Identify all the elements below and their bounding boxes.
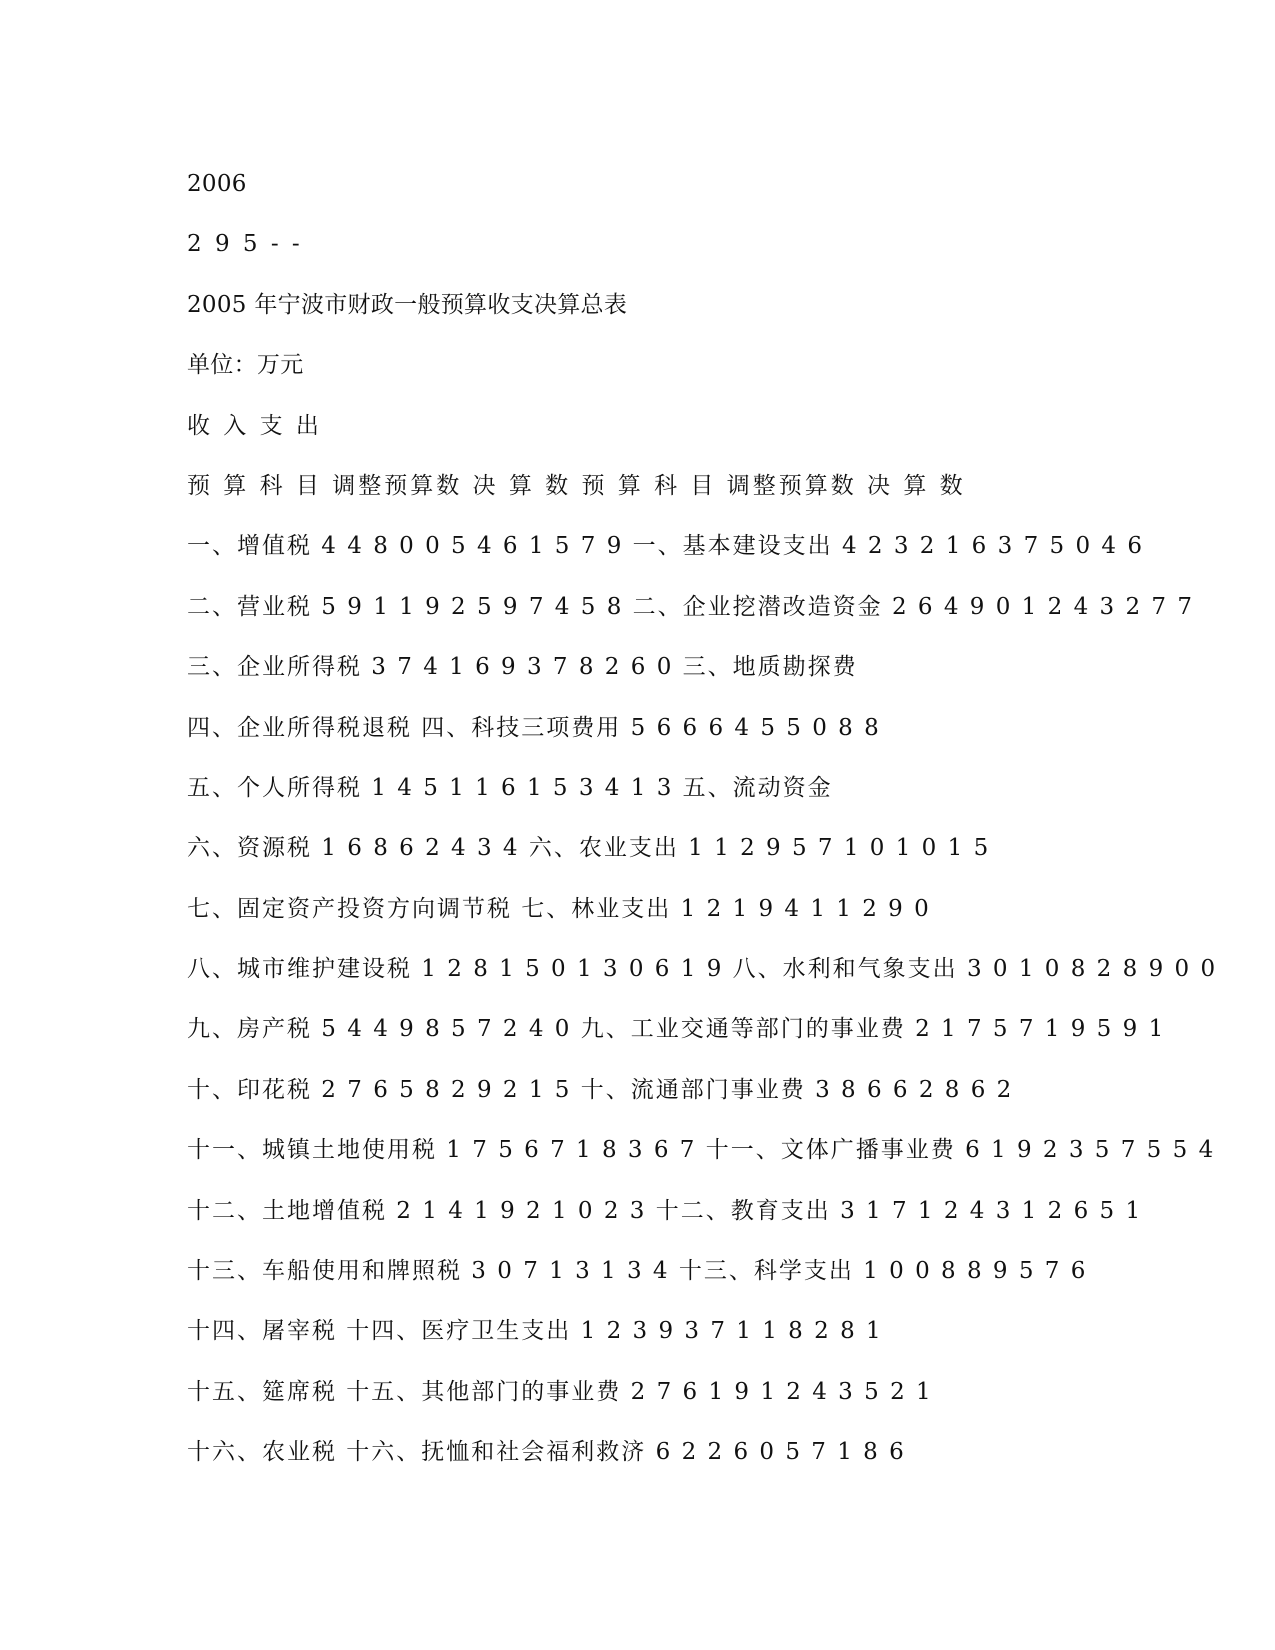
table-row: 九、房产税 5 4 4 9 8 5 7 2 4 0 九、工业交通等部门的事业费 2 1 7 5 7 1 9 5 9 1 — [187, 1016, 1166, 1043]
table-row: 十四、屠宰税 十四、医疗卫生支出 1 2 3 9 3 7 1 1 8 2 8 1 — [187, 1318, 883, 1345]
year-line: 2006 — [187, 171, 247, 197]
table-row: 二、营业税 5 9 1 1 9 2 5 9 7 4 5 8 二、企业挖潜改造资金 2 6 4 9 0 1 2 4 3 2 7 7 — [187, 593, 1194, 620]
table-row: 一、增值税 4 4 8 0 0 5 4 6 1 5 7 9 一、基本建设支出 4 2 3 2 1 6 3 7 5 0 4 6 — [187, 533, 1144, 560]
table-row: 四、企业所得税退税 四、科技三项费用 5 6 6 6 4 5 5 0 8 8 — [187, 714, 881, 741]
table-row: 十六、农业税 十六、抚恤和社会福利救济 6 2 2 6 0 5 7 1 8 6 — [187, 1439, 906, 1466]
table-row: 三、企业所得税 3 7 4 1 6 9 3 7 8 2 6 0 三、地质勘探费 — [187, 654, 858, 681]
document-title: 2005 年宁波市财政一般预算收支决算总表 — [187, 291, 628, 318]
table-row: 十三、车船使用和牌照税 3 0 7 1 3 1 3 4 十三、科学支出 1 0 0 8 8 9 5 7 6 — [187, 1258, 1088, 1285]
unit-label: 单位：万元 — [187, 352, 304, 379]
document-body — [187, 168, 1247, 1497]
table-row: 十、印花税 2 7 6 5 8 2 9 2 1 5 十、流通部门事业费 3 8 6 6 2 8 6 2 — [187, 1076, 1014, 1103]
table-row: 十二、土地增值税 2 1 4 1 9 2 1 0 2 3 十二、教育支出 3 1 7 1 2 4 3 1 2 6 5 1 — [187, 1197, 1143, 1224]
section-header: 收 入 支 出 — [187, 412, 322, 439]
table-row: 七、固定资产投资方向调节税 七、林业支出 1 2 1 9 4 1 1 2 9 0 — [187, 895, 931, 922]
column-header: 预 算 科 目 调整预算数 决 算 数 预 算 科 目 调整预算数 决 算 数 — [187, 472, 966, 499]
table-row: 十五、筵席税 十五、其他部门的事业费 2 7 6 1 9 1 2 4 3 5 2 1 — [187, 1378, 933, 1405]
page-reference: 2 9 5 - - — [187, 231, 303, 258]
table-row: 五、个人所得税 1 4 5 1 1 6 1 5 3 4 1 3 五、流动资金 — [187, 774, 833, 801]
table-row: 八、城市维护建设税 1 2 8 1 5 0 1 3 0 6 1 9 八、水利和气象支出 3 0 1 0 8 2 8 9 0 0 — [187, 956, 1218, 983]
table-row: 六、资源税 1 6 8 6 2 4 3 4 六、农业支出 1 1 2 9 5 7 1 0 1 0 1 5 — [187, 835, 991, 862]
table-row: 十一、城镇土地使用税 1 7 5 6 7 1 8 3 6 7 十一、文体广播事业费 6 1 9 2 3 5 7 5 5 4 — [187, 1137, 1216, 1164]
table-rows — [187, 530, 1247, 1496]
